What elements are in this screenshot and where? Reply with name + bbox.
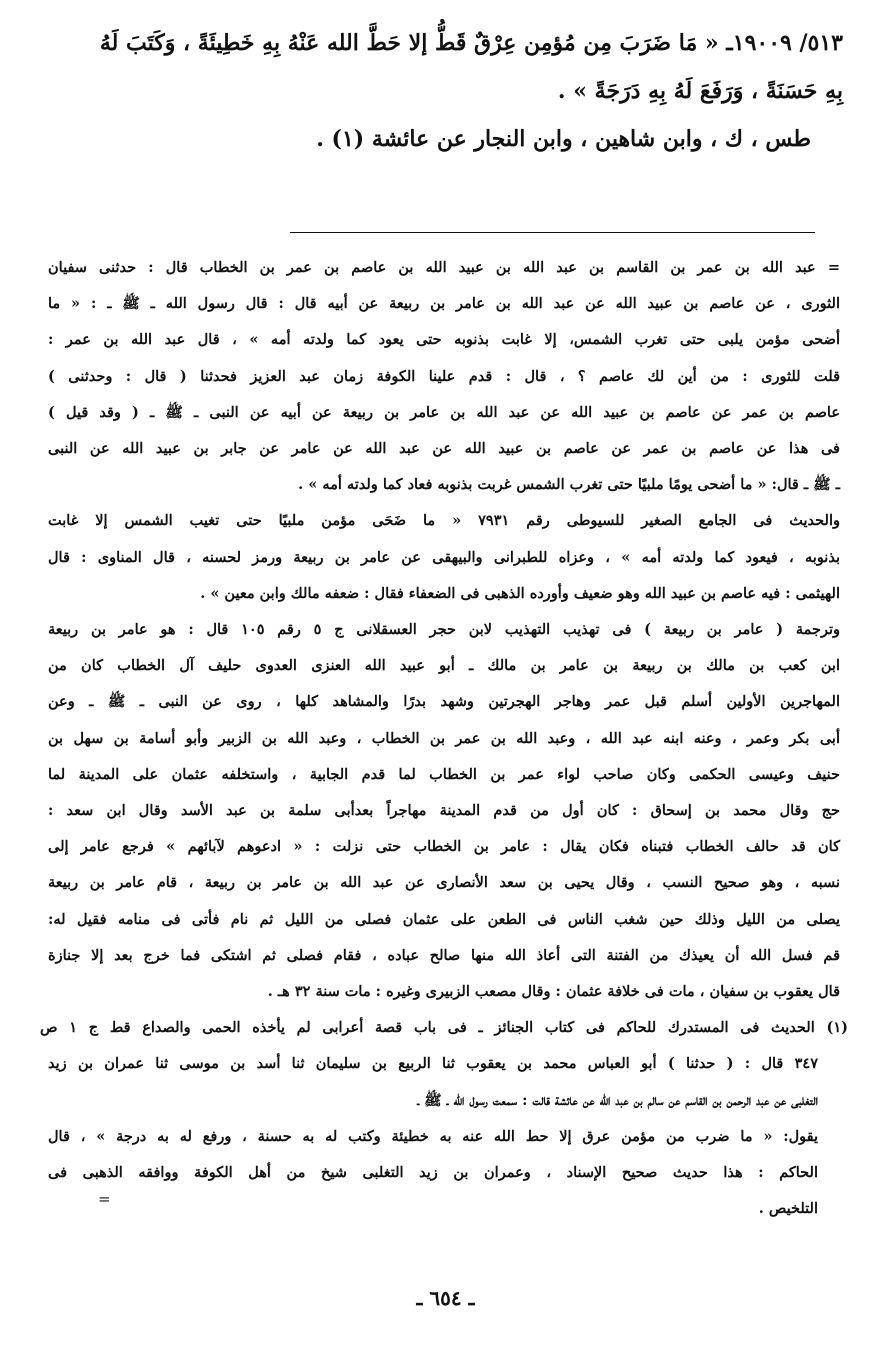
footnote-line: أضحى مؤمن يلبى حتى تغرب الشمس، إلا غابت بذنوبه حتى يعود كما ولدته أمه » ، قال عبد الله بن عمر : xyxy=(48,331,840,349)
footnote-line: بذنوبه ، فيعود كما ولدته أمه » ، وعزاه للطبرانى والبيهقى عن عامر بن ربيعة ورمز لحسنه ، قال المناوى : قال xyxy=(48,548,840,566)
footnote-line: وترجمة ( عامر بن ربيعة ) فى تهذيب التهذيب لابن حجر العسقلانى ج ٥ رقم ١٠٥ قال : هو عامر بن ربيعة xyxy=(48,621,840,638)
continuation-mark: = xyxy=(98,1190,111,1208)
footnote-line: التلخيص . xyxy=(758,1200,818,1218)
footnote-line: (١) الحديث فى المستدرك للحاكم فى كتاب الجنائز ـ فى باب قصة أعرابى لم يأخذه الحمى والصداع قط ج ١ ص xyxy=(40,1019,848,1037)
page-number: ـ ٦٥٤ ـ xyxy=(416,1286,475,1310)
footnote-line: نسبه ، وهو صحيح النسب ، وقال يحيى بن سعد الأنصارى عن عبد الله بن عامر بن ربيعة ، قام عامر بن ربيعة xyxy=(48,874,840,892)
footnote-line: ـ ﷺ ـ قال: « ما أضحى يومًا ملبيًا حتى تغرب الشمس غربت بذنوبه فعاد كما ولدته أمه » . xyxy=(298,476,840,494)
footnote-line: قم فسل الله أن يعيذك من الفتنة التى أعاذ الله منها صالح عباده ، فقام فصلى ثم اشتكى فما خرج بعد إلا جنازة xyxy=(48,946,840,964)
footnote-line: الحاكم : هذا حديث صحيح الإسناد ، وعمران بن زيد التغلبى شيخ من أهل الكوفة ووافقه الذهبى فى xyxy=(48,1164,818,1181)
footnote-line: يصلى من الليل وذلك حين شغب الناس فى الطعن على عثمان فصلى من الليل ثم نام فأتى فى منامه فقيل له: xyxy=(48,910,840,928)
footnote-line: ابن كعب بن مالك بن ربيعة بن عامر بن مالك ـ أبو عبيد الله العنزى العدوى حليف آل الخطاب كان من xyxy=(48,657,840,675)
hadith-source: طس ، ك ، وابن شاهين ، وابن النجار عن عائشة (١) . xyxy=(316,126,811,152)
footnote-line: فى هذا عن عاصم بن عمر عن عاصم بن عبيد الله عن عبد الله عن عامر عن جابر بن عبيد الله عن النبى xyxy=(48,440,840,457)
footnote-line: التغلبى عن عبد الرحمن بن القاسم عن سالم بن عبد الله عن عائشة قالت : سمعت رسول الله ـ ﷺ ـ xyxy=(417,1091,818,1109)
footnote-line: حج وقال محمد بن إسحاق : كان أول من قدم المدينة مهاجراً بعدأبى سلمة بن عبد الأسد وقال ابن سعد : xyxy=(48,802,840,819)
footnote-line: أبى بكر وعمر ، وعنه ابنه عبد الله ، وعبد الله بن عمر بن الخطاب ، وعبد الله بن الزبير وأبو أسامة بن سهل بن xyxy=(48,729,840,747)
footnote-line: الهيثمى : فيه عاصم بن عبيد الله وهو ضعيف وأورده الذهبى فى الضعفاء فقال : ضعفه مالك وابن معين » . xyxy=(200,584,840,602)
hadith-line-2: بِهِ حَسَنَةً ، وَرَفَعَ لَهُ بِهِ دَرَجَةً » . xyxy=(557,78,843,104)
footnote-line: عاصم بن عمر عن عاصم بن عبيد الله عن عبد الله بن عامر بن ربيعة عن أبيه عن النبى ـ ﷺ ـ ( وقد قيل ) xyxy=(48,403,840,421)
footnote-line: والحديث فى الجامع الصغير للسيوطى رقم ٧٩٣١ « ما ضَحَى مؤمن ملبيًا حتى تغيب الشمس إلا غابت xyxy=(48,512,840,530)
footnote-line: يقول: « ما ضرب من مؤمن عرق إلا حط الله عنه به خطيئة وكتب له به حسنة ، ورفع له به درجة » ، قال xyxy=(48,1127,818,1145)
footnote-line: المهاجرين الأولين أسلم قبل عمر وهاجر الهجرتين وشهد بدرًا والمشاهد كلها ، روى عن النبى ـ ﷺ ـ وعن xyxy=(48,693,840,711)
footnote-line: الثورى ، عن عاصم بن عبيد الله عن عبد الله بن عامر بن ربيعة عن أبيه قال : قال رسول الله ـ ﷺ ـ : « ما xyxy=(48,295,840,313)
footnote-line: قلت للثورى : من أين لك عاصم ؟ ، قال : قدم علينا الكوفة زمان عبد العزيز فحدثنا ( قال : وحدثنى ) xyxy=(48,367,840,385)
footnote-line: = عبد الله بن عمر بن القاسم بن عبد الله بن عبيد الله بن عاصم بن عمر بن الخطاب قال : حدثنى سفيان xyxy=(48,259,840,276)
hadith-line-1: ٥١٣/ ١٩٠٠٩ـ « مَا ضَرَبَ مِن مُؤمِن عِرْقٌ قَطُّ إلا حَطَّ الله عَنْهُ بِهِ خَطِيئَةً ، وَكَتَبَ لَهُ xyxy=(99,30,843,56)
footnote-line: قال يعقوب بن سفيان ، مات فى خلافة عثمان : وقال مصعب الزبيرى وغيره : مات سنة ٣٢ هـ . xyxy=(267,983,840,1000)
footnote-line: حنيف وعيسى الحكمى وكان صاحب لواء عمر بن الخطاب لما قدم الجابية ، واستخلفه عثمان على المدينة لما xyxy=(48,765,840,783)
footnote-separator xyxy=(290,232,815,233)
footnote-line: كان قد حالف الخطاب فتبناه فكان يقال : عامر بن الخطاب حتى نزلت : « ادعوهم لآبائهم » فرجع عامر إلى xyxy=(48,838,840,856)
footnote-line: ٣٤٧ قال : ( حدثنا ) أبو العباس محمد بن يعقوب ثنا الربيع بن سليمان ثنا أسد بن موسى ثنا عمران بن زيد xyxy=(48,1055,818,1073)
